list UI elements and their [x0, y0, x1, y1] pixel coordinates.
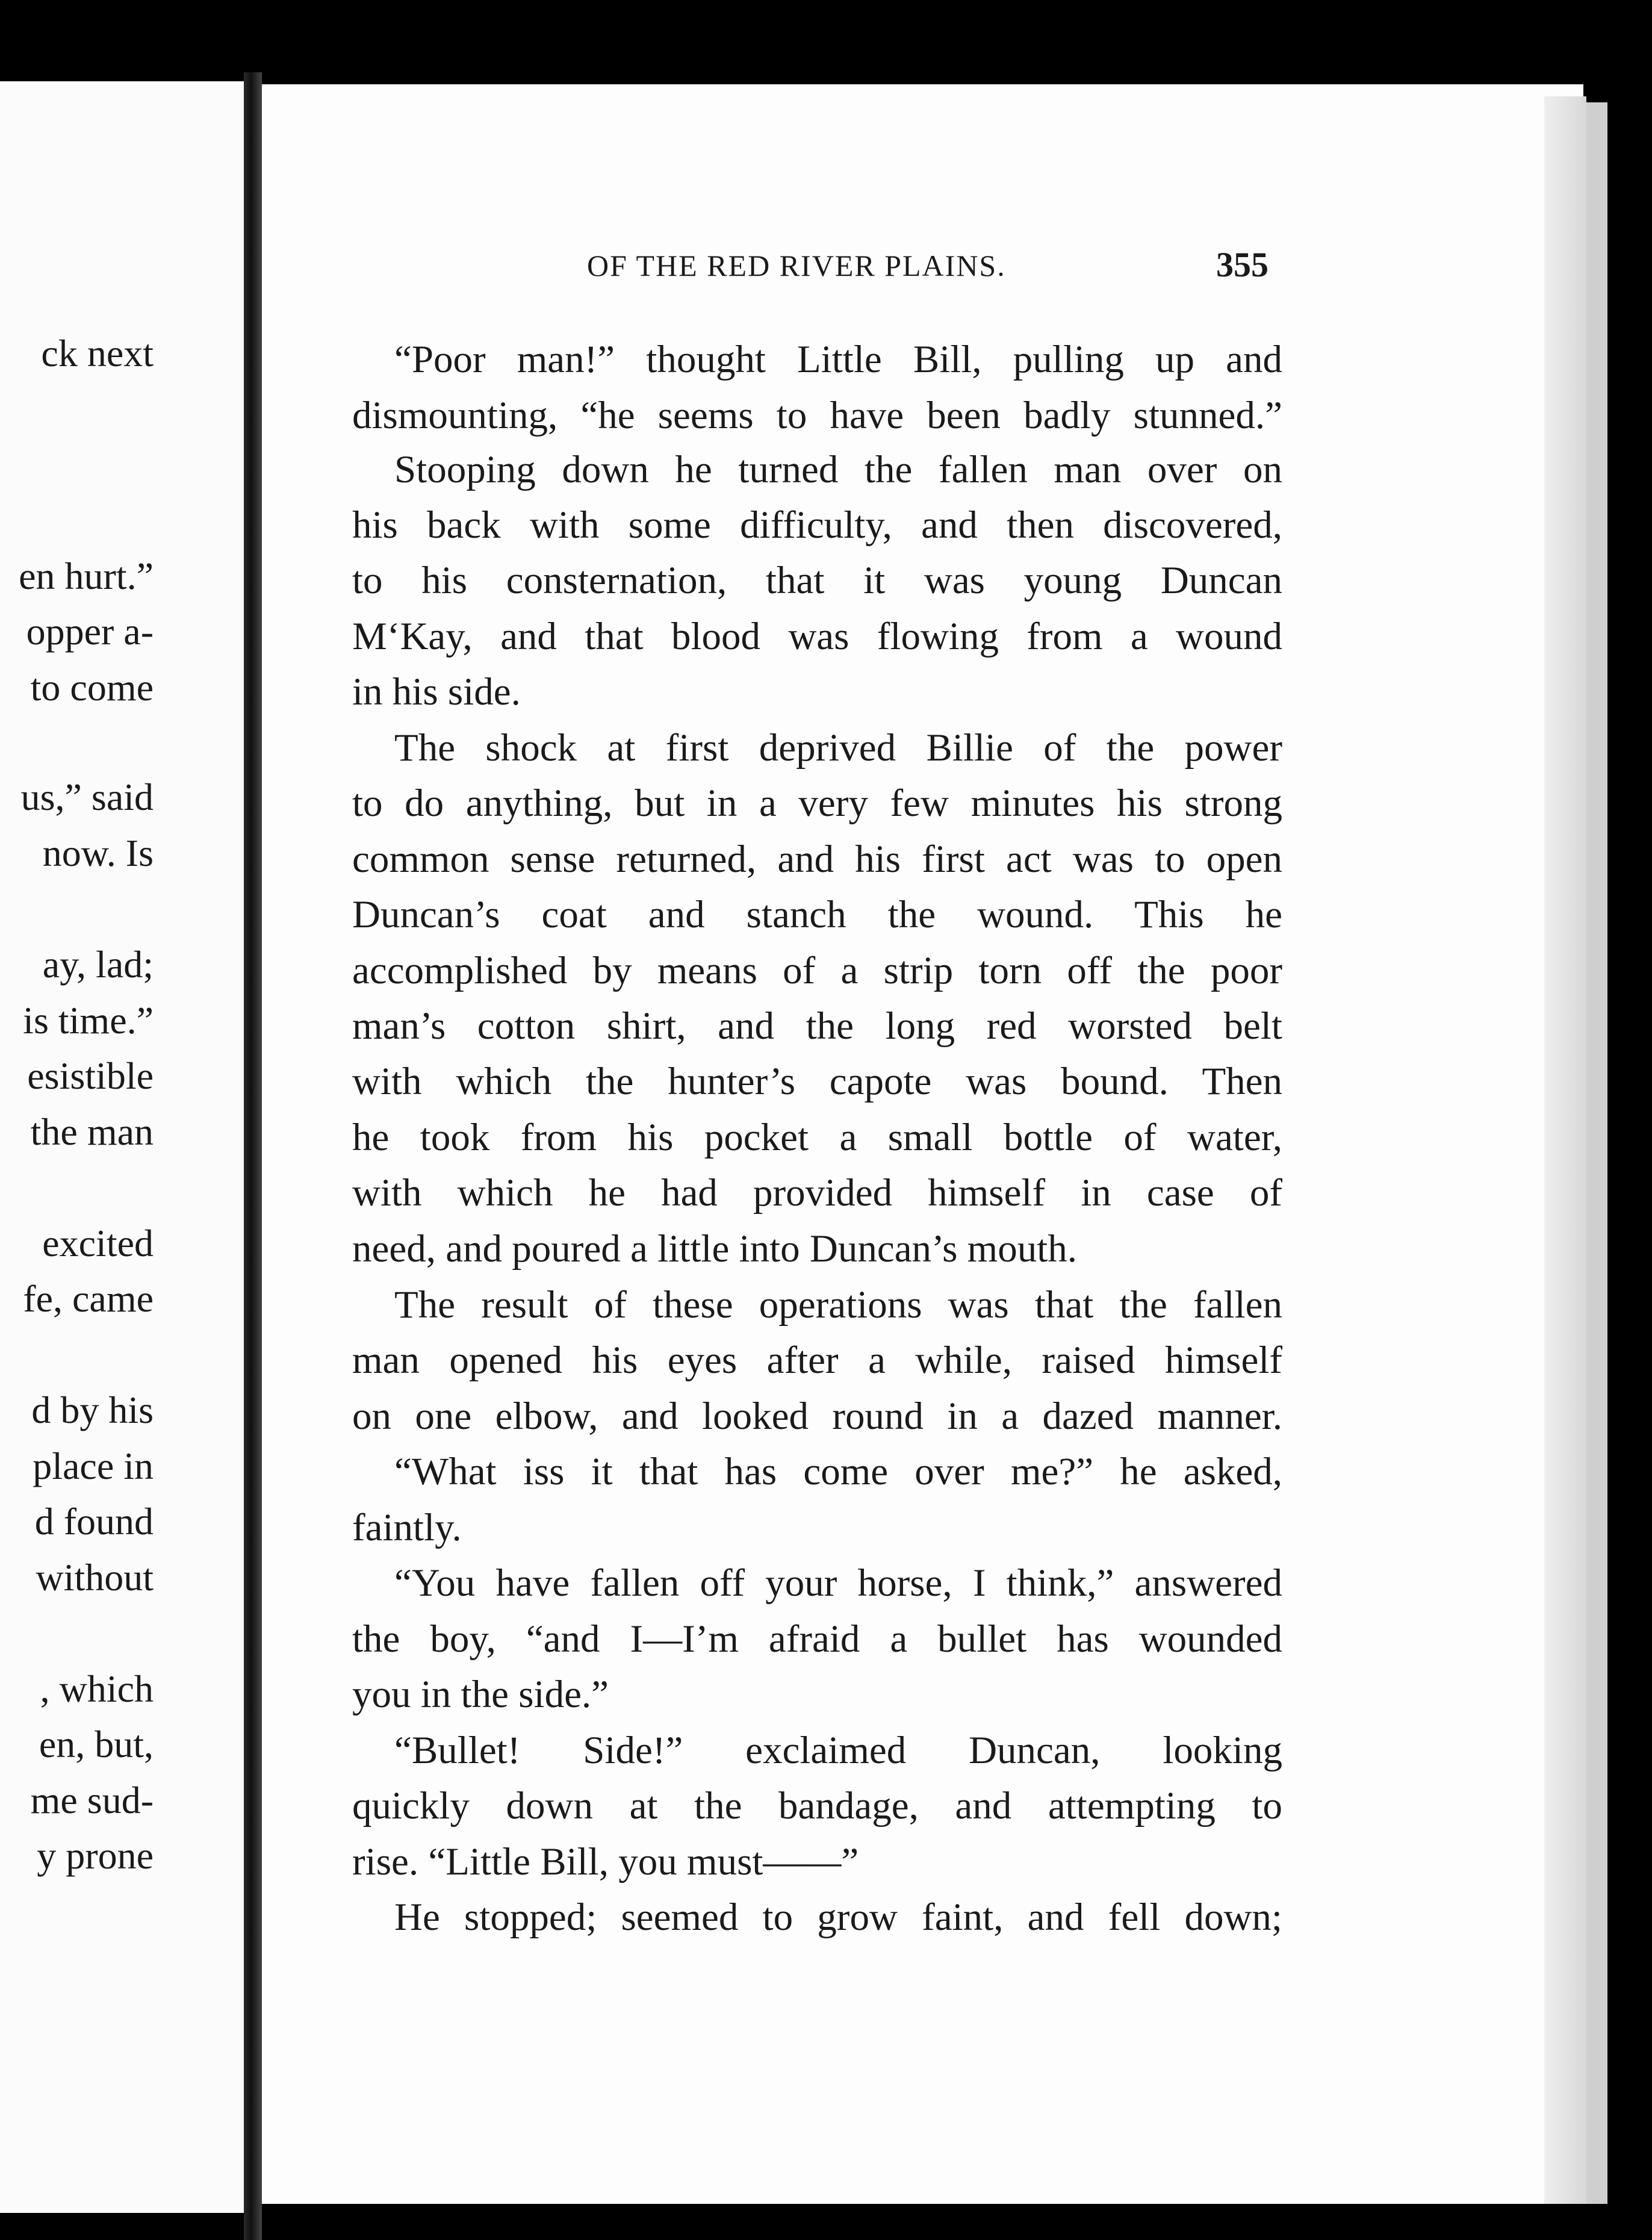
left-page-fragment: to come [30, 666, 154, 709]
left-page-fragment: opper a- [26, 610, 154, 653]
text-line: “Poor man!” thought Little Bill, pulling up and [394, 338, 1282, 381]
left-page-fragment: fe, came [23, 1277, 154, 1320]
text-line: He stopped; seemed to grow faint, and fell down; [394, 1896, 1282, 1939]
running-head: OF THE RED RIVER PLAINS. [587, 249, 1006, 282]
left-page-fragment: ay, lad; [42, 943, 154, 986]
text-line: he took from his pocket a small bottle of water, [352, 1116, 1282, 1159]
text-line: man’s cotton shirt, and the long red worsted belt [352, 1004, 1282, 1048]
text-line: “You have fallen off your horse, I think,” answered [394, 1561, 1282, 1605]
text-line: Duncan’s coat and stanch the wound. This he [352, 893, 1282, 936]
text-line: accomplished by means of a strip torn off the poor [352, 949, 1282, 992]
text-line: in his side. [352, 670, 521, 714]
left-page-fragment: d found [34, 1500, 154, 1543]
page-edge [1544, 96, 1586, 2204]
left-page-fragment: d by his [31, 1389, 154, 1431]
text-line: quickly down at the bandage, and attempting to [352, 1784, 1282, 1828]
text-line: to do anything, but in a very few minutes his strong [352, 782, 1282, 825]
text-line: with which the hunter’s capote was bound. Then [352, 1060, 1282, 1103]
left-page-fragment: place in [33, 1445, 154, 1487]
text-line: you in the side.” [352, 1673, 609, 1716]
left-page-fragment: without [36, 1556, 154, 1599]
text-line: The shock at first deprived Billie of the power [394, 726, 1282, 770]
left-page-fragment: en, but, [39, 1723, 154, 1766]
text-line: the boy, “and I—I’m afraid a bullet has wounded [352, 1617, 1282, 1661]
text-line: “What iss it that has come over me?” he asked, [394, 1450, 1282, 1493]
left-page-fragment: excited [42, 1222, 154, 1265]
text-line: on one elbow, and looked round in a dazed manner. [352, 1395, 1282, 1438]
left-page-fragment: is time.” [23, 999, 154, 1042]
left-page-fragment: now. Is [42, 832, 154, 874]
text-line: common sense returned, and his first act was to open [352, 838, 1282, 881]
text-line: M‘Kay, and that blood was flowing from a wound [352, 615, 1282, 658]
page-number: 355 [1216, 245, 1268, 284]
text-line: rise. “Little Bill, you must——” [352, 1840, 859, 1884]
left-page-fragment: us,” said [20, 776, 154, 818]
text-line: The result of these operations was that the fallen [394, 1283, 1282, 1327]
left-page-fragment: the man [30, 1110, 154, 1153]
text-line: “Bullet! Side!” exclaimed Duncan, looking [394, 1729, 1282, 1772]
text-line: need, and poured a little into Duncan’s mouth. [352, 1227, 1078, 1271]
left-page-fragment: y prone [37, 1834, 154, 1877]
left-page-fragment: ck next [41, 332, 154, 375]
left-page-fragment: en hurt.” [19, 555, 154, 597]
left-page-fragment: esistible [27, 1054, 154, 1097]
left-page-fragment: me sud- [30, 1779, 154, 1822]
text-line: with which he had provided himself in case of [352, 1171, 1282, 1215]
text-line: his back with some difficulty, and then discovered, [352, 503, 1282, 547]
text-line: to his consternation, that it was young Duncan [352, 559, 1282, 602]
text-line: Stooping down he turned the fallen man over on [394, 448, 1282, 491]
book-gutter [244, 72, 262, 2240]
text-line: man opened his eyes after a while, raised himself [352, 1339, 1282, 1382]
text-line: faintly. [352, 1506, 462, 1549]
left-page-fragment: , which [40, 1667, 154, 1710]
text-line: dismounting, “he seems to have been badly stunned.” [352, 394, 1282, 437]
page-edge-shadow [1583, 102, 1607, 2204]
left-page [0, 81, 244, 2213]
